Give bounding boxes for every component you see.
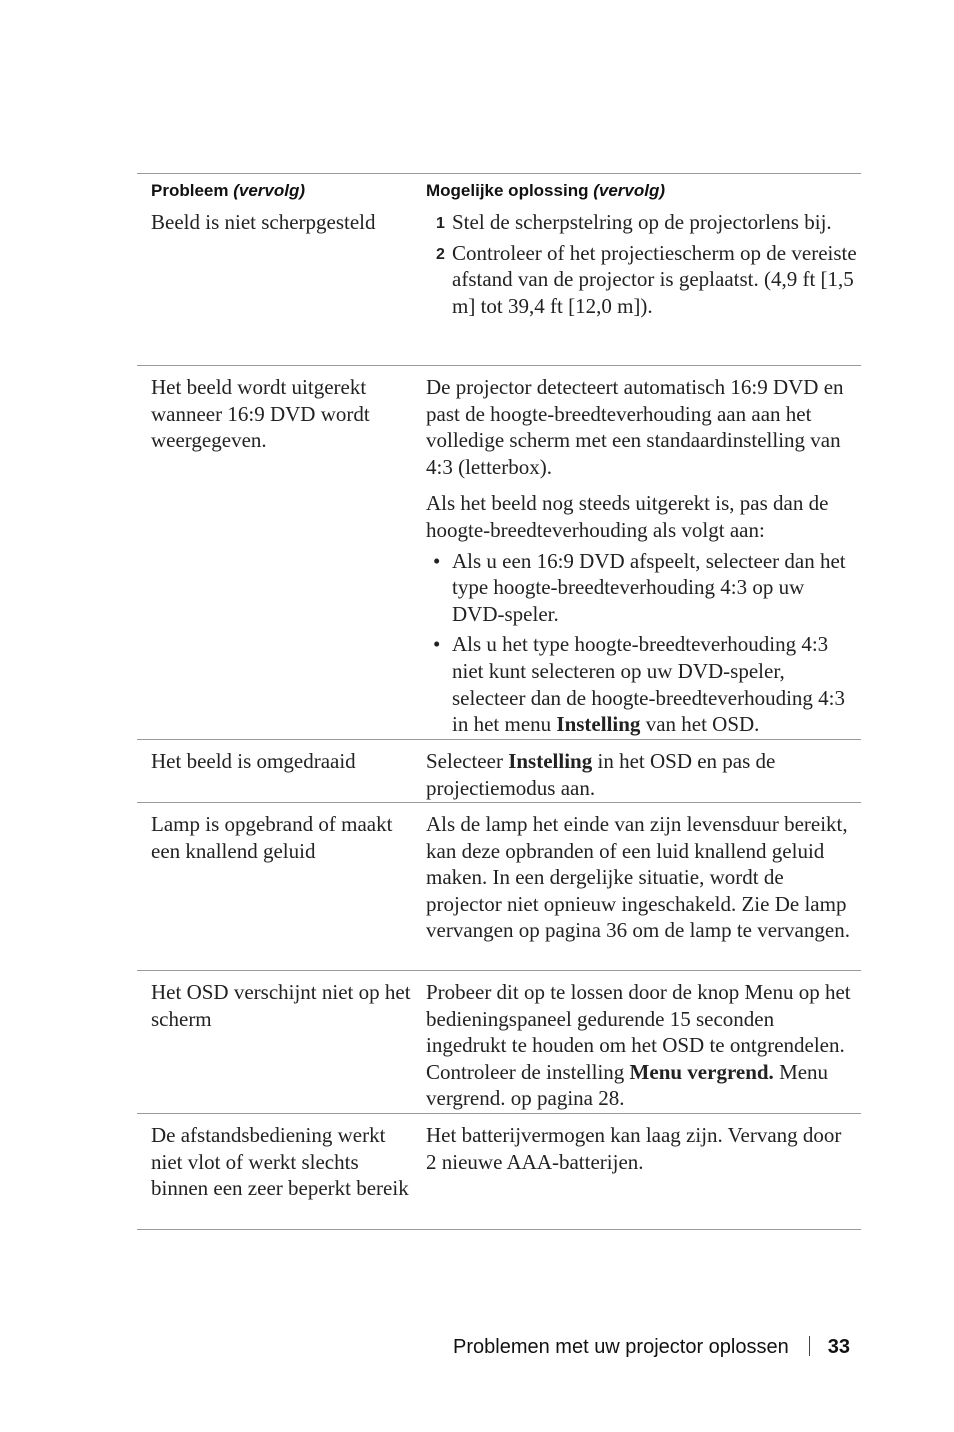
table-row [137,366,861,740]
solution-text: Selecteer [426,749,509,773]
bullet-item [426,631,857,737]
table-row [137,1114,861,1230]
solution-paragraph: Als het beeld nog steeds uitgerekt is, pas dan de hoogte-breedteverhouding als volgt aan: [426,491,829,542]
bullet-text [452,632,845,736]
solution-text: Probeer dit op te lossen door de knop Menu op het bedieningspaneel gedurende 15 seconden ingedrukt te houden om het OSD te ontgrendelen. Controleer de instelling [426,980,851,1084]
step-number: 1 [436,215,445,232]
table-row [137,803,861,971]
header-problem [137,181,426,201]
numbered-step [426,240,857,320]
table-row [137,971,861,1114]
bullet-text: Als u een 16:9 DVD afspeelt, selecteer dan het type hoogte-breedteverhouding 4:3 op uw DVD-speler. [452,548,846,626]
problem-cell: Lamp is opgebrand of maakt een knallend geluid [151,812,393,863]
problem-cell: De afstandsbediening werkt niet vlot of werkt slechts binnen een zeer beperkt bereik [151,1123,409,1201]
problem-cell: Het beeld is omgedraaid [151,749,356,773]
step-text: Controleer of het projectiescherm op de vereiste afstand van de projector is geplaatst. (4,9 ft [1,5 m] tot 39,4 ft [12,0 m]). [452,240,857,318]
step-number: 2 [436,245,445,263]
bullet-item [426,548,857,628]
bullet-icon: • [433,632,441,657]
header-solution-suffix: (vervolg) [593,181,665,200]
problem-cell: Het beeld wordt uitgerekt wanneer 16:9 DVD wordt weergegeven. [151,375,370,453]
problem-cell: Beeld is niet scherpgesteld [151,210,376,234]
header-solution [426,181,861,201]
header-solution-label: Mogelijke oplossing [426,181,589,200]
solution-cell: Als de lamp het einde van zijn levensduur bereikt, kan deze opbranden of een luid knallend geluid maken. In een dergelijke situatie, wordt de projector niet opnieuw ingeschakeld. Zie De lamp vervangen op pagina 36 om de lamp te vervangen. [426,812,850,943]
footer-divider [809,1336,810,1356]
troubleshooting-table [137,173,861,1230]
header-problem-suffix: (vervolg) [233,181,306,200]
solution-cell [426,971,861,1113]
numbered-step [426,209,857,236]
table-header [137,174,861,209]
header-problem-label: Probleem [151,181,229,200]
solution-text-bold: Instelling [508,749,593,773]
table-row [137,740,861,803]
solution-cell [426,209,861,365]
solution-text: in het OSD en pas de projectiemodus aan. [426,749,776,800]
bullet-icon: • [433,548,441,573]
page-number: 33 [827,1336,850,1358]
step-text: Stel de scherpstelring op de projectorlens bij. [452,210,832,234]
bullet-text-part: van het OSD. [640,712,760,737]
page-footer [0,1336,850,1359]
solution-text: Menu vergrend. op pagina 28. [426,1059,829,1111]
bullet-text-bold: Instelling [556,712,641,737]
problem-cell: Het OSD verschijnt niet op het scherm [151,980,411,1031]
bullet-text-part: Als u het type hoogte-breedteverhouding 4:3 niet kunt selecteren op uw DVD-speler, selecteer dan de hoogte-breedteverhouding 4:3 in het menu [452,632,846,737]
solution-cell [426,366,861,739]
solution-cell: Het batterijvermogen kan laag zijn. Vervang door 2 nieuwe AAA-batterijen. [426,1123,842,1174]
solution-text-bold: Menu vergrend. [629,1059,774,1084]
solution-cell [426,740,861,802]
table-row [137,209,861,366]
solution-paragraph: De projector detecteert automatisch 16:9 DVD en past de hoogte-breedteverhouding aan aan het volledige scherm met een standaardinstelling van 4:3 (letterbox). [426,375,844,479]
footer-title: Problemen met uw projector oplossen [453,1336,789,1358]
